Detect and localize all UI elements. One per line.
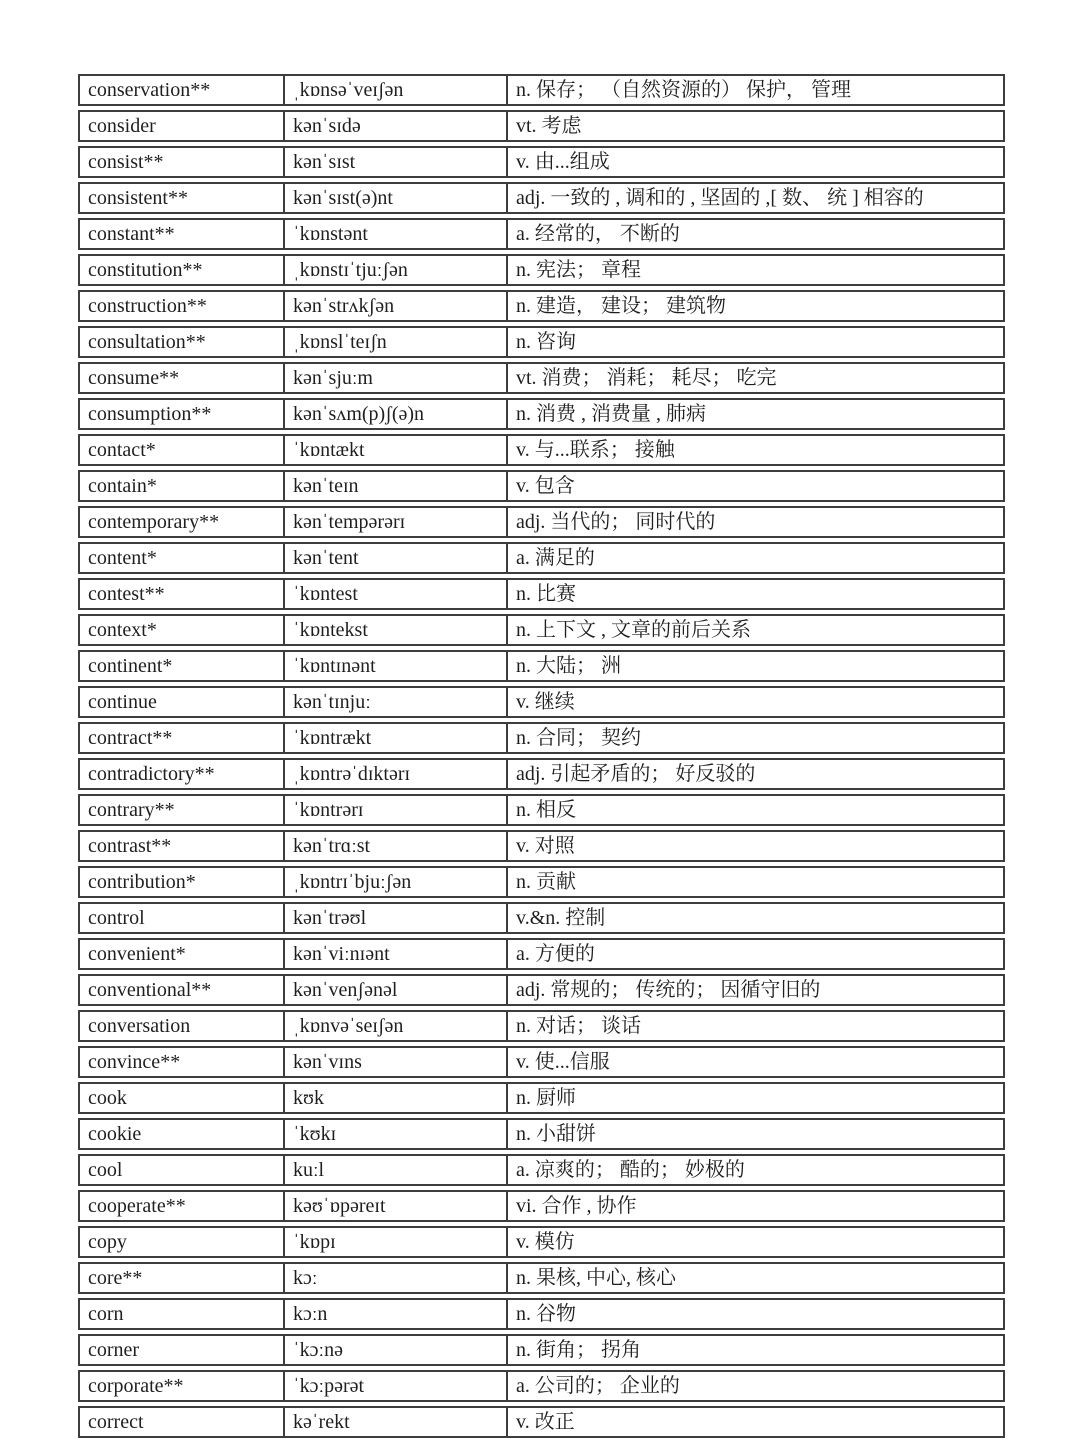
table-row xyxy=(78,434,1005,466)
table-row xyxy=(78,542,1005,574)
phonetic-cell: kɔː xyxy=(283,1262,508,1294)
table-row xyxy=(78,1082,1005,1114)
word-cell: contract** xyxy=(78,722,285,754)
definition-cell: v. 对照 xyxy=(506,830,1005,862)
phonetic-cell: ˈkɒntrækt xyxy=(283,722,508,754)
word-cell: consumption** xyxy=(78,398,285,430)
phonetic-cell: kənˈstrʌkʃən xyxy=(283,290,508,322)
word-cell: continent* xyxy=(78,650,285,682)
phonetic-cell: kənˈsɪdə xyxy=(283,110,508,142)
table-row xyxy=(78,326,1005,358)
definition-cell: n. 上下文 , 文章的前后关系 xyxy=(506,614,1005,646)
definition-cell: adj. 一致的 , 调和的 , 坚固的 ,[ 数、 统 ] 相容的 xyxy=(506,182,1005,214)
word-cell: consist** xyxy=(78,146,285,178)
word-cell: consultation** xyxy=(78,326,285,358)
word-cell: corn xyxy=(78,1298,285,1330)
phonetic-cell: kənˈvenʃənəl xyxy=(283,974,508,1006)
definition-cell: n. 小甜饼 xyxy=(506,1118,1005,1150)
phonetic-cell: kənˈtɪnjuː xyxy=(283,686,508,718)
phonetic-cell: kʊk xyxy=(283,1082,508,1114)
word-cell: contribution* xyxy=(78,866,285,898)
table-row xyxy=(78,1406,1005,1438)
table-row xyxy=(78,1190,1005,1222)
phonetic-cell: kənˈtrəʊl xyxy=(283,902,508,934)
phonetic-cell: ˈkɒntekst xyxy=(283,614,508,646)
table-row xyxy=(78,1298,1005,1330)
definition-cell: a. 满足的 xyxy=(506,542,1005,574)
definition-cell: a. 方便的 xyxy=(506,938,1005,970)
definition-cell: v. 模仿 xyxy=(506,1226,1005,1258)
phonetic-cell: ˈkɒnstənt xyxy=(283,218,508,250)
definition-cell: v. 使...信服 xyxy=(506,1046,1005,1078)
definition-cell: vt. 消费； 消耗； 耗尽； 吃完 xyxy=(506,362,1005,394)
phonetic-cell: kənˈtent xyxy=(283,542,508,574)
word-cell: content* xyxy=(78,542,285,574)
phonetic-cell: ˈkɔːpərət xyxy=(283,1370,508,1402)
phonetic-cell: ˈkɒntest xyxy=(283,578,508,610)
definition-cell: n. 比赛 xyxy=(506,578,1005,610)
word-cell: conversation xyxy=(78,1010,285,1042)
phonetic-cell: ˌkɒntrəˈdɪktərɪ xyxy=(283,758,508,790)
table-row xyxy=(78,1046,1005,1078)
definition-cell: n. 谷物 xyxy=(506,1298,1005,1330)
word-cell: corporate** xyxy=(78,1370,285,1402)
phonetic-cell: ˈkɒntækt xyxy=(283,434,508,466)
table-row xyxy=(78,218,1005,250)
definition-cell: n. 贡献 xyxy=(506,866,1005,898)
word-cell: conservation** xyxy=(78,74,285,106)
phonetic-cell: ˌkɒnstɪˈtjuːʃən xyxy=(283,254,508,286)
phonetic-cell: ˌkɒnslˈteɪʃn xyxy=(283,326,508,358)
word-cell: constant** xyxy=(78,218,285,250)
table-row xyxy=(78,1334,1005,1366)
word-cell: copy xyxy=(78,1226,285,1258)
table-row xyxy=(78,146,1005,178)
word-cell: corner xyxy=(78,1334,285,1366)
table-row xyxy=(78,650,1005,682)
definition-cell: v. 由...组成 xyxy=(506,146,1005,178)
table-row xyxy=(78,902,1005,934)
definition-cell: adj. 引起矛盾的； 好反驳的 xyxy=(506,758,1005,790)
table-row xyxy=(78,722,1005,754)
definition-cell: n. 消费 , 消费量 , 肺病 xyxy=(506,398,1005,430)
table-row xyxy=(78,74,1005,106)
definition-cell: v. 包含 xyxy=(506,470,1005,502)
phonetic-cell: ˈkɔːnə xyxy=(283,1334,508,1366)
definition-cell: n. 合同； 契约 xyxy=(506,722,1005,754)
table-row xyxy=(78,1010,1005,1042)
table-row xyxy=(78,794,1005,826)
table-row xyxy=(78,758,1005,790)
word-cell: continue xyxy=(78,686,285,718)
definition-cell: n. 对话； 谈话 xyxy=(506,1010,1005,1042)
definition-cell: vi. 合作 , 协作 xyxy=(506,1190,1005,1222)
phonetic-cell: kənˈsɪst(ə)nt xyxy=(283,182,508,214)
word-cell: contact* xyxy=(78,434,285,466)
definition-cell: n. 宪法； 章程 xyxy=(506,254,1005,286)
phonetic-cell: kənˈvɪns xyxy=(283,1046,508,1078)
definition-cell: n. 咨询 xyxy=(506,326,1005,358)
table-row xyxy=(78,686,1005,718)
phonetic-cell: kənˈsɪst xyxy=(283,146,508,178)
definition-cell: n. 相反 xyxy=(506,794,1005,826)
table-row xyxy=(78,1154,1005,1186)
word-cell: contrast** xyxy=(78,830,285,862)
word-cell: cool xyxy=(78,1154,285,1186)
phonetic-cell: kəˈrekt xyxy=(283,1406,508,1438)
word-cell: context* xyxy=(78,614,285,646)
word-cell: control xyxy=(78,902,285,934)
definition-cell: adj. 当代的； 同时代的 xyxy=(506,506,1005,538)
table-row xyxy=(78,938,1005,970)
table-row xyxy=(78,182,1005,214)
phonetic-cell: ˈkɒntɪnənt xyxy=(283,650,508,682)
phonetic-cell: kənˈviːnɪənt xyxy=(283,938,508,970)
table-row xyxy=(78,578,1005,610)
definition-cell: v.&n. 控制 xyxy=(506,902,1005,934)
word-cell: conventional** xyxy=(78,974,285,1006)
phonetic-cell: kuːl xyxy=(283,1154,508,1186)
phonetic-cell: kənˈsʌm(p)ʃ(ə)n xyxy=(283,398,508,430)
table-row xyxy=(78,110,1005,142)
phonetic-cell: ˈkɒntrərɪ xyxy=(283,794,508,826)
table-row xyxy=(78,362,1005,394)
word-cell: convince** xyxy=(78,1046,285,1078)
word-cell: cookie xyxy=(78,1118,285,1150)
definition-cell: a. 凉爽的； 酷的； 妙极的 xyxy=(506,1154,1005,1186)
table-row xyxy=(78,1226,1005,1258)
phonetic-cell: ˈkɒpɪ xyxy=(283,1226,508,1258)
table-row xyxy=(78,866,1005,898)
word-cell: construction** xyxy=(78,290,285,322)
definition-cell: v. 与...联系； 接触 xyxy=(506,434,1005,466)
phonetic-cell: kɔːn xyxy=(283,1298,508,1330)
word-cell: cooperate** xyxy=(78,1190,285,1222)
word-cell: cook xyxy=(78,1082,285,1114)
word-cell: consider xyxy=(78,110,285,142)
word-cell: core** xyxy=(78,1262,285,1294)
table-row xyxy=(78,1370,1005,1402)
word-cell: contrary** xyxy=(78,794,285,826)
phonetic-cell: ˌkɒnsəˈveɪʃən xyxy=(283,74,508,106)
table-row xyxy=(78,506,1005,538)
phonetic-cell: kənˈtrɑːst xyxy=(283,830,508,862)
word-cell: consistent** xyxy=(78,182,285,214)
table-row xyxy=(78,830,1005,862)
table-row xyxy=(78,398,1005,430)
word-cell: contemporary** xyxy=(78,506,285,538)
phonetic-cell: ˈkʊkɪ xyxy=(283,1118,508,1150)
table-row xyxy=(78,1262,1005,1294)
definition-cell: adj. 常规的； 传统的； 因循守旧的 xyxy=(506,974,1005,1006)
table-row xyxy=(78,614,1005,646)
definition-cell: v. 继续 xyxy=(506,686,1005,718)
definition-cell: n. 保存； （自然资源的） 保护， 管理 xyxy=(506,74,1005,106)
table-row xyxy=(78,290,1005,322)
definition-cell: n. 大陆； 洲 xyxy=(506,650,1005,682)
word-cell: contain* xyxy=(78,470,285,502)
word-cell: contradictory** xyxy=(78,758,285,790)
table-row xyxy=(78,254,1005,286)
definition-cell: a. 经常的， 不断的 xyxy=(506,218,1005,250)
phonetic-cell: ˌkɒntrɪˈbjuːʃən xyxy=(283,866,508,898)
definition-cell: v. 改正 xyxy=(506,1406,1005,1438)
word-cell: contest** xyxy=(78,578,285,610)
phonetic-cell: kənˈteɪn xyxy=(283,470,508,502)
word-cell: constitution** xyxy=(78,254,285,286)
definition-cell: n. 建造， 建设； 建筑物 xyxy=(506,290,1005,322)
phonetic-cell: ˌkɒnvəˈseɪʃən xyxy=(283,1010,508,1042)
table-row xyxy=(78,470,1005,502)
word-cell: convenient* xyxy=(78,938,285,970)
phonetic-cell: kənˈsjuːm xyxy=(283,362,508,394)
word-cell: correct xyxy=(78,1406,285,1438)
definition-cell: n. 街角； 拐角 xyxy=(506,1334,1005,1366)
word-cell: consume** xyxy=(78,362,285,394)
phonetic-cell: kənˈtempərərɪ xyxy=(283,506,508,538)
definition-cell: vt. 考虑 xyxy=(506,110,1005,142)
definition-cell: n. 厨师 xyxy=(506,1082,1005,1114)
vocab-table xyxy=(78,74,1005,1442)
definition-cell: n. 果核, 中心, 核心 xyxy=(506,1262,1005,1294)
table-row xyxy=(78,974,1005,1006)
table-row xyxy=(78,1118,1005,1150)
phonetic-cell: kəʊˈɒpəreɪt xyxy=(283,1190,508,1222)
definition-cell: a. 公司的； 企业的 xyxy=(506,1370,1005,1402)
